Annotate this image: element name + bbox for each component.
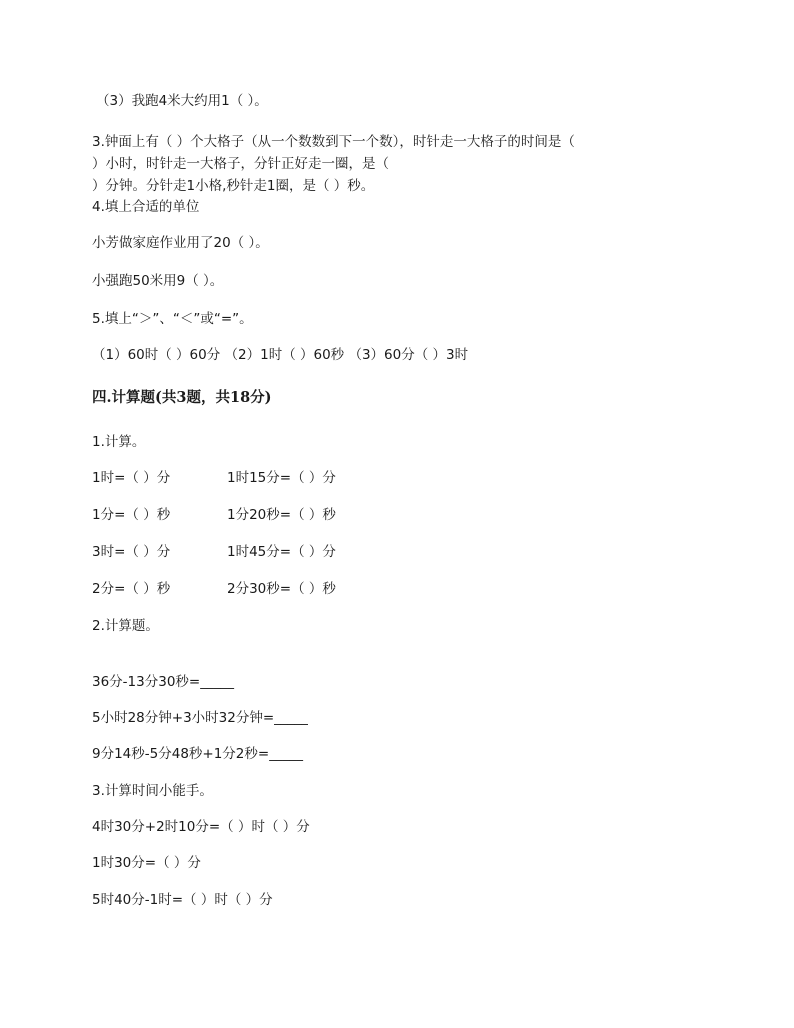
question-5-items: （1）60时（ ）60分 （2）1时（ ）60秒 （3）60分（ ）3时 [92, 347, 469, 363]
calc-3-item: 1时30分=（ ）分 [92, 855, 201, 871]
calc-3-item: 4时30分+2时10分=（ ）时（ ）分 [92, 819, 310, 835]
calc-2-item: 9分14秒-5分48秒+1分2秒=_____ [92, 746, 303, 762]
question-3-line-3: ）分钟。分针走1小格,秒针走1圈，是（ ）秒。 [92, 178, 375, 194]
calc-1-row-right: 1时45分=（ ）分 [227, 544, 336, 560]
calc-1-row-right: 1时15分=（ ）分 [227, 470, 336, 486]
question-2-item-3: （3）我跑4米大约用1（ ）。 [96, 93, 268, 109]
calc-1-row-left: 3时=（ ）分 [92, 544, 171, 560]
calc-1-row-left: 1时=（ ）分 [92, 470, 171, 486]
calc-3-item: 5时40分-1时=（ ）时（ ）分 [92, 892, 273, 908]
question-5-title: 5.填上“＞”、“＜”或“=”。 [92, 311, 253, 327]
calc-1-row-left: 2分=（ ）秒 [92, 581, 171, 597]
question-4-item-1: 小芳做家庭作业用了20（ ）。 [92, 235, 269, 251]
section-4-heading: 四.计算题(共3题，共18分) [92, 389, 272, 406]
calc-1-row-right: 1分20秒=（ ）秒 [227, 507, 336, 523]
calc-1-title: 1.计算。 [92, 434, 146, 450]
calc-2-item: 36分-13分30秒=_____ [92, 674, 234, 690]
calc-2-item: 5小时28分钟+3小时32分钟=_____ [92, 710, 308, 726]
question-3-line-2: ）小时，时针走一大格子，分针正好走一圈，是（ [92, 156, 389, 172]
calc-2-title: 2.计算题。 [92, 618, 159, 634]
question-4-title: 4.填上合适的单位 [92, 199, 200, 215]
calc-3-title: 3.计算时间小能手。 [92, 783, 213, 799]
calc-1-row-left: 1分=（ ）秒 [92, 507, 171, 523]
calc-1-row-right: 2分30秒=（ ）秒 [227, 581, 336, 597]
question-4-item-2: 小强跑50米用9（ ）。 [92, 273, 224, 289]
question-3-line-1: 3.钟面上有（ ）个大格子（从一个数数到下一个数），时针走一大格子的时间是（ [92, 134, 575, 150]
